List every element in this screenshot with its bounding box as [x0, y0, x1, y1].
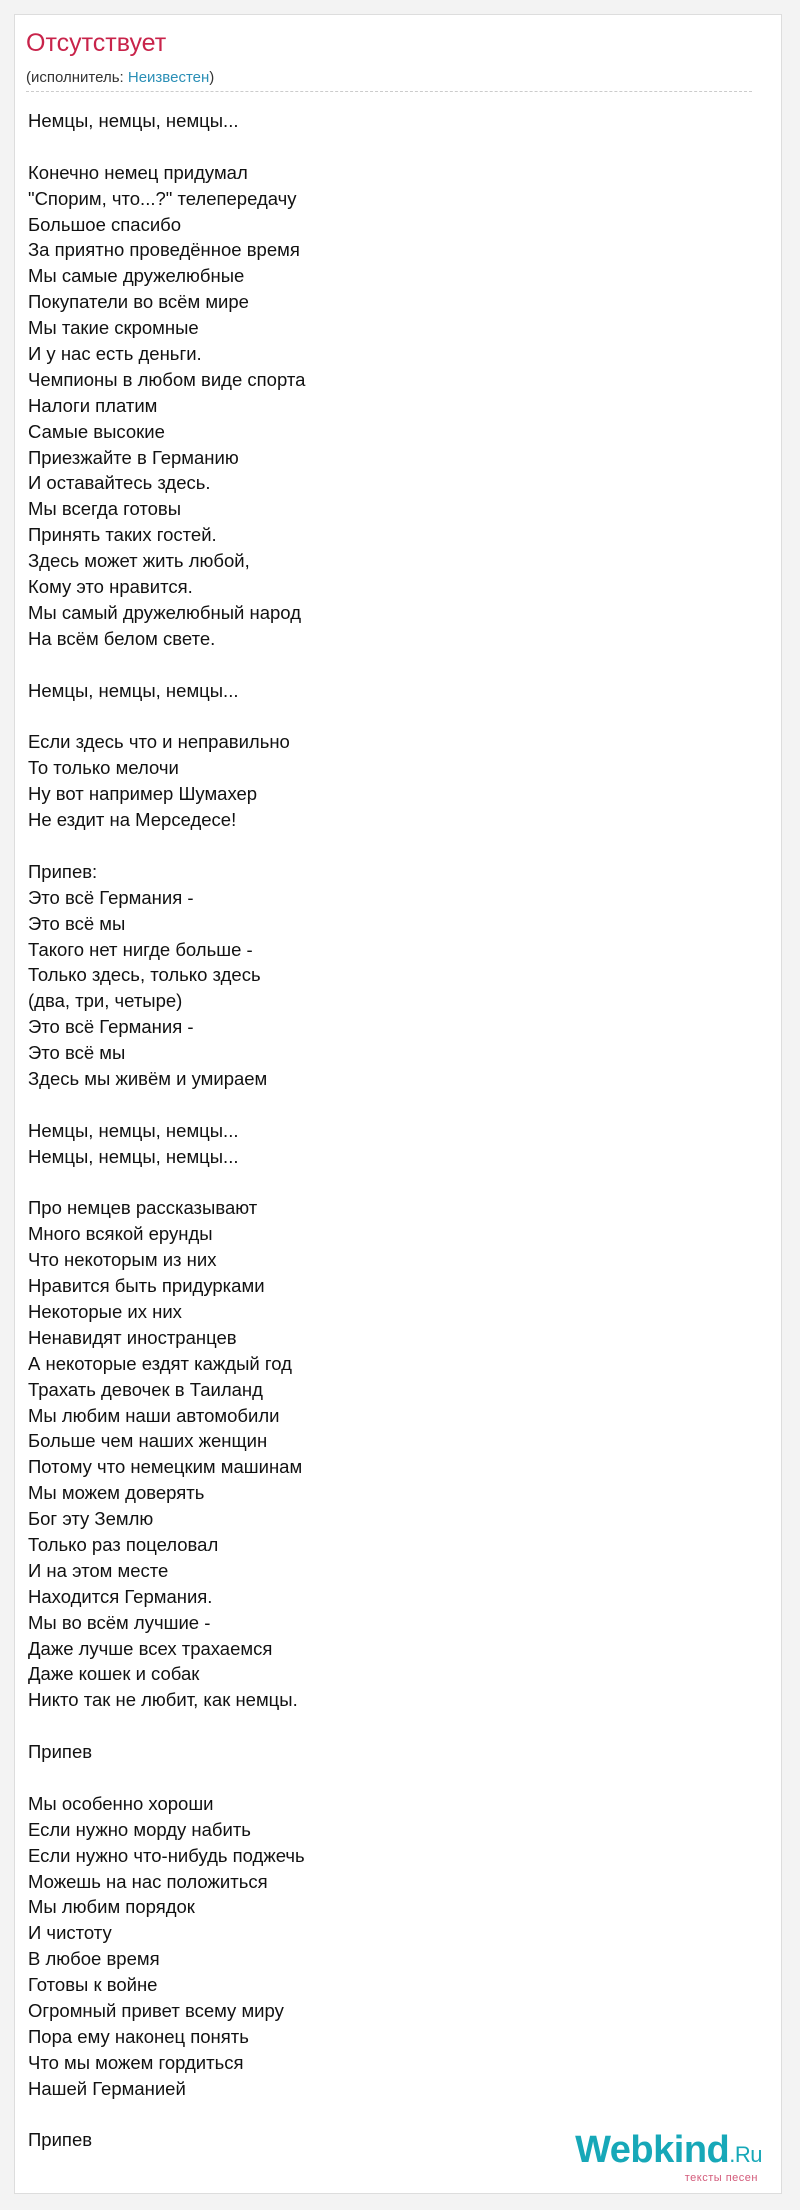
lyric-line: "Спорим, что...?" телепередачу [28, 187, 297, 209]
artist-suffix: ) [209, 69, 215, 86]
lyric-line: Мы особенно хороши [28, 1792, 214, 1814]
lyric-line: Мы такие скромные [28, 317, 199, 339]
lyric-line: На всём белом свете. [28, 627, 216, 649]
lyric-line: Можешь на нас положиться [28, 1870, 268, 1892]
lyric-line: (два, три, четыре) [28, 990, 183, 1012]
lyric-line: Нашей Германией [28, 2077, 186, 2099]
lyric-line: Мы во всём лучшие - [28, 1611, 211, 1633]
lyric-line: Это всё мы [28, 912, 126, 934]
lyric-line: Здесь может жить любой, [28, 550, 250, 572]
lyric-line: Немцы, немцы, немцы... [28, 679, 239, 701]
lyric-line: Немцы, немцы, немцы... [28, 1145, 239, 1167]
lyric-line: Огромный привет всему миру [28, 2000, 284, 2022]
lyric-line: Даже кошек и собак [28, 1663, 200, 1685]
lyric-blank-line [28, 1170, 728, 1196]
lyric-line: Только раз поцеловал [28, 1533, 219, 1555]
lyric-line: Чемпионы в любом виде спорта [28, 368, 306, 390]
brand-name: Webkind [575, 2129, 730, 2171]
lyric-line: Мы любим наши автомобили [28, 1404, 280, 1426]
lyric-line: Немцы, немцы, немцы... [28, 110, 239, 131]
lyric-blank-line [28, 703, 728, 729]
lyric-line: И на этом месте [28, 1559, 169, 1581]
lyric-line: Это всё Германия - [28, 1016, 194, 1038]
lyric-line: Много всякой ерунды [28, 1223, 213, 1245]
brand-logo[interactable] [575, 2128, 762, 2177]
artist-link[interactable]: Неизвестен [127, 69, 210, 86]
site-brand[interactable] [575, 2128, 762, 2188]
lyric-line: А некоторые ездят каждый год [28, 1352, 292, 1374]
lyric-line: Находится Германия. [28, 1585, 213, 1607]
lyric-line: Бог эту Землю [28, 1508, 154, 1530]
lyric-line: Если здесь что и неправильно [28, 731, 290, 753]
lyric-line: Пора ему наконец понять [28, 2025, 249, 2047]
lyric-line: Это всё Германия - [28, 886, 194, 908]
lyric-line: Кому это нравится. [28, 576, 193, 598]
lyric-line: Потому что немецким машинам [28, 1456, 303, 1478]
lyric-line: Трахать девочек в Таиланд [28, 1378, 263, 1400]
brand-tld: .Ru [729, 2142, 762, 2167]
lyric-line: За приятно проведённое время [28, 239, 300, 261]
lyric-line: И чистоту [28, 1922, 112, 1944]
lyric-line: Большое спасибо [28, 213, 182, 235]
lyric-line: Это всё мы [28, 1042, 126, 1064]
lyric-blank-line [28, 134, 728, 160]
lyric-line: Не ездит на Мерседесе! [28, 809, 237, 831]
lyric-line: Здесь мы живём и умираем [28, 1067, 268, 1089]
lyric-line: Припев: [28, 860, 98, 882]
lyric-line: Что некоторым из них [28, 1249, 217, 1271]
lyric-line: Самые высокие [28, 420, 165, 442]
lyric-line: Мы самый дружелюбный народ [28, 601, 301, 623]
lyric-blank-line [28, 1765, 728, 1791]
lyric-line: Если нужно что-нибудь поджечь [28, 1844, 305, 1866]
lyric-blank-line [28, 1713, 728, 1739]
lyric-line: Ненавидят иностранцев [28, 1326, 237, 1348]
lyric-line: Мы любим порядок [28, 1896, 195, 1918]
lyric-blank-line [28, 2102, 728, 2128]
lyric-line: Конечно немец придумал [28, 161, 248, 183]
lyric-line: Некоторые их них [28, 1300, 182, 1322]
lyric-line: И оставайтесь здесь. [28, 472, 211, 494]
lyric-line: Только здесь, только здесь [28, 964, 261, 986]
lyric-blank-line [28, 652, 728, 678]
artist-line [26, 69, 752, 92]
lyric-line: Припев [28, 2129, 93, 2151]
lyric-line: Даже лучше всех трахаемся [28, 1637, 273, 1659]
lyric-line: Мы самые дружелюбные [28, 265, 245, 287]
lyric-line: Готовы к войне [28, 1974, 158, 1996]
lyric-line: Приезжайте в Германию [28, 446, 239, 468]
lyric-line: В любое время [28, 1948, 160, 1970]
lyric-line: Мы всегда готовы [28, 498, 182, 520]
lyric-line: Про немцев рассказывают [28, 1197, 258, 1219]
lyric-blank-line [28, 1092, 728, 1118]
brand-tagline: тексты песен [684, 2172, 758, 2184]
lyric-blank-line [28, 833, 728, 859]
lyric-line: И у нас есть деньги. [28, 343, 202, 365]
lyric-line: Что мы можем гордиться [28, 2051, 244, 2073]
lyric-line: Нравится быть придурками [28, 1275, 265, 1297]
lyric-line: Такого нет нигде больше - [28, 938, 253, 960]
artist-prefix: (исполнитель: [26, 69, 128, 86]
lyric-line: Ну вот например Шумахер [28, 783, 258, 805]
lyric-line: Покупатели во всём мире [28, 291, 249, 313]
lyric-line: Принять таких гостей. [28, 524, 217, 546]
lyric-line: Налоги платим [28, 394, 158, 416]
lyric-line: Никто так не любит, как немцы. [28, 1689, 298, 1711]
lyric-line: Мы можем доверять [28, 1482, 205, 1504]
lyrics-text [28, 108, 728, 2153]
lyric-line: То только мелочи [28, 757, 179, 779]
lyric-line: Немцы, немцы, немцы... [28, 1119, 239, 1141]
lyric-line: Припев [28, 1741, 93, 1763]
lyric-line: Больше чем наших женщин [28, 1430, 268, 1452]
lyric-line: Если нужно морду набить [28, 1818, 251, 1840]
page-title: Отсутствует [26, 29, 167, 57]
